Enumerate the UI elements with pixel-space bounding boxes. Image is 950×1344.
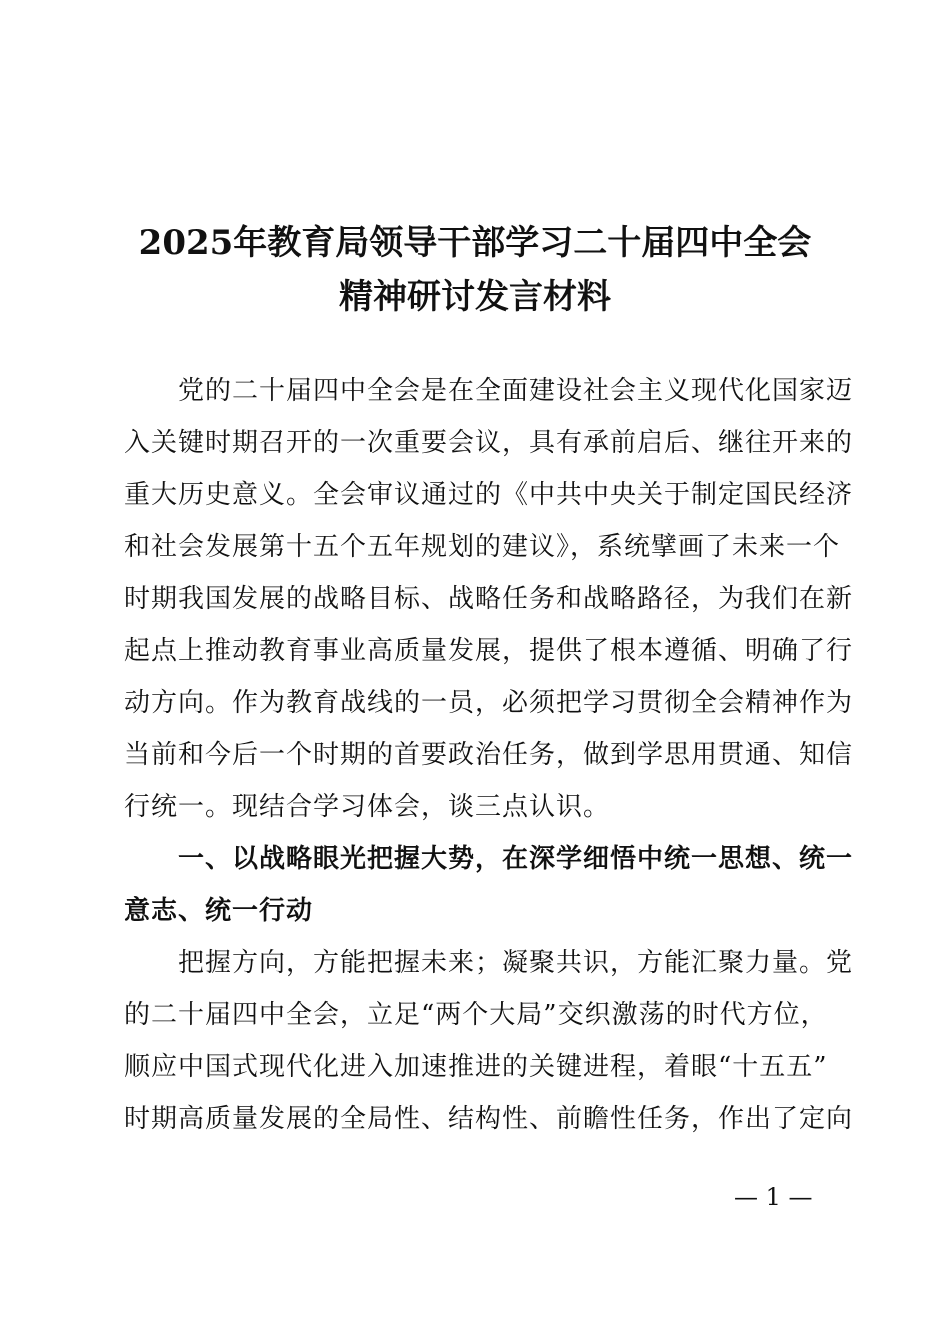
page-number: — 1 —: [734, 1183, 813, 1211]
intro-paragraph-line: 时期我国发展的战略目标、战略任务和战略路径，为我们在新: [124, 584, 854, 614]
intro-paragraph-line: 当前和今后一个时期的首要政治任务，做到学思用贯通、知信: [124, 740, 854, 770]
section-heading-line: 一、以战略眼光把握大势，在深学细悟中统一思想、统一: [124, 844, 854, 874]
intro-paragraph-line: 和社会发展第十五个五年规划的建议》，系统擘画了未来一个: [124, 532, 841, 562]
intro-paragraph-line: 动方向。作为教育战线的一员，必须把学习贯彻全会精神作为: [124, 688, 854, 718]
document-title-line-2: 精神研讨发言材料: [339, 277, 611, 317]
section-paragraph-line: 顺应中国式现代化进入加速推进的关键进程，着眼“十五五”: [124, 1052, 828, 1082]
section-paragraph-line: 把握方向，方能把握未来；凝聚共识，方能汇聚力量。党: [124, 948, 854, 978]
intro-paragraph-line: 行统一。现结合学习体会，谈三点认识。: [124, 792, 611, 822]
section-paragraph-line: 时期高质量发展的全局性、结构性、前瞻性任务，作出了定向: [124, 1104, 854, 1134]
intro-paragraph-line: 重大历史意义。全会审议通过的《中共中央关于制定国民经济: [124, 480, 854, 510]
document-title-line-1: 2025年教育局领导干部学习二十届四中全会: [138, 223, 812, 263]
intro-paragraph-line: 党的二十届四中全会是在全面建设社会主义现代化国家迈: [124, 376, 854, 406]
section-paragraph-line: 的二十届四中全会，立足“两个大局”交织激荡的时代方位，: [124, 1000, 828, 1030]
intro-paragraph-line: 入关键时期召开的一次重要会议，具有承前启后、继往开来的: [124, 428, 854, 458]
intro-paragraph-line: 起点上推动教育事业高质量发展，提供了根本遵循、明确了行: [124, 636, 854, 666]
section-heading-line: 意志、统一行动: [124, 896, 314, 926]
